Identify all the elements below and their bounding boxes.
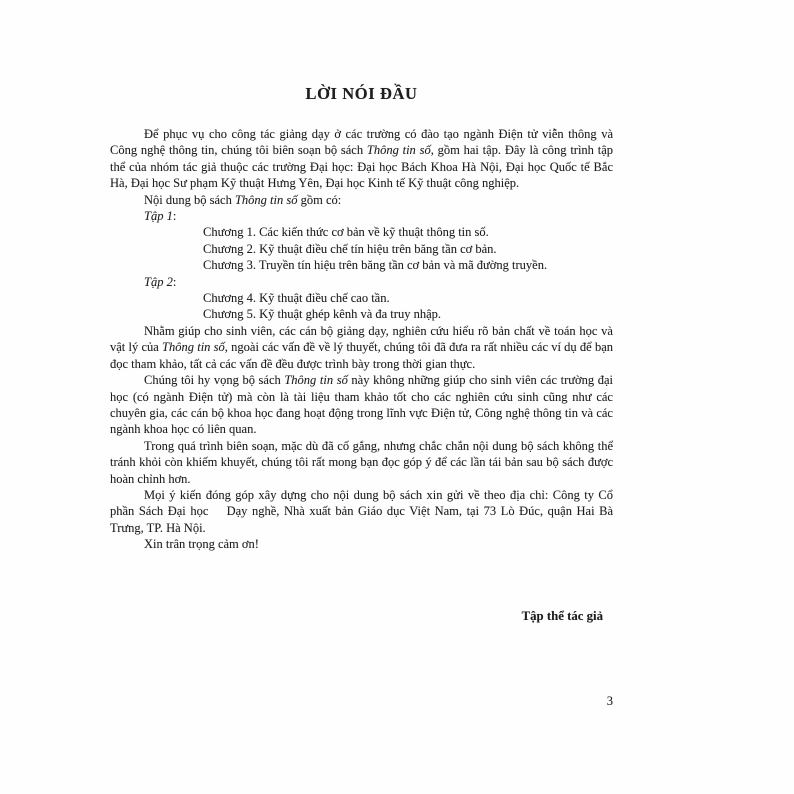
- chapter-item: [110, 290, 613, 306]
- paragraph: [110, 487, 613, 536]
- paragraph: [110, 192, 613, 208]
- italic-text-run: Thông tin số: [284, 373, 348, 388]
- italic-text-run: Thông tin số: [162, 340, 225, 355]
- author-signature: [110, 609, 613, 624]
- text-run: , ngoài các vấn đề về lý thuyết, chúng tôi đã đưa ra rất nhiều các ví dụ để bạn đọc tham khảo, tất cả các vấn đề đều được trình bày trong thời gian thực.: [110, 340, 613, 371]
- page-title: LỜI NÓI ĐẦU: [305, 84, 418, 103]
- text-run: gồm có:: [297, 192, 342, 207]
- text-run: :: [172, 209, 177, 224]
- paragraph: [110, 126, 613, 192]
- italic-text-run: Thông tin số: [366, 143, 431, 158]
- paragraph: [110, 372, 613, 438]
- italic-text-run: Tập 1: [144, 209, 173, 224]
- chapter-item: [110, 306, 613, 322]
- paragraph: [110, 536, 613, 552]
- volume-heading: [110, 274, 613, 290]
- text-run: Chương 3. Truyền tín hiệu trên băng tần cơ bản và mã đường truyền.: [203, 258, 548, 273]
- text-run: Nội dung bộ sách: [144, 192, 235, 207]
- volume-heading: [110, 208, 613, 224]
- text-run: Chương 2. Kỹ thuật điều chế tín hiệu trên băng tần cơ bản.: [203, 241, 497, 256]
- text-run: Chương 5. Kỹ thuật ghép kênh và đa truy nhập.: [203, 307, 441, 322]
- text-run: Chương 4. Kỹ thuật điều chế cao tần.: [203, 291, 390, 306]
- text-block: [110, 126, 613, 553]
- chapter-item: [110, 241, 613, 257]
- text-run: Mọi ý kiến đóng góp xây dựng cho nội dung bộ sách xin gửi về theo địa chỉ: Công ty Cổ phần Sách Đại học Dạy nghề, Nhà xuất bản Giáo dục Việt Nam, tại 73 Lò Đúc, quận Hai Bà Trưng, TP. Hà Nội.: [110, 487, 613, 535]
- text-run: Nhằm giúp cho sinh viên, các cán bộ giảng dạy, nghiên cứu hiểu rõ bản chất về toán học và vật lý của: [110, 323, 613, 355]
- text-run: , gồm hai tập. Đây là công trình tập thể của nhóm tác giả thuộc các trường Đại học: Đại học Bách Khoa Hà Nội, Đại học Quốc tế Bắc Hà, Đại học Sư phạm Kỹ thuật Hưng Yên, Đại học Kinh tế Kỹ thuật công nghiệp.: [110, 143, 613, 191]
- italic-text-run: Tập 2: [144, 274, 173, 289]
- author-signature-label: Tập thể tác giả: [521, 609, 603, 623]
- text-run: Xin trân trọng cảm ơn!: [144, 537, 259, 552]
- text-run: Chúng tôi hy vọng bộ sách: [144, 373, 285, 388]
- paragraph: [110, 323, 613, 372]
- text-run: :: [172, 274, 177, 289]
- page-number: 3: [606, 694, 613, 708]
- text-run: Để phục vụ cho công tác giảng dạy ở các trường có đào tạo ngành Điện tử viễn thông và Công nghệ thông tin, chúng tôi biên soạn bộ sách: [110, 127, 613, 158]
- text-run: này không những giúp cho sinh viên các trường đại học (có ngành Điện tử) mà còn là tài liệu tham khảo tốt cho các nghiên cứu sinh cũng như các chuyên gia, các cán bộ khoa học đang hoạt động trong lĩnh vực Điện tử, Công nghệ thông tin và các ngành khoa học có liên quan.: [110, 373, 613, 437]
- text-run: Chương 1. Các kiến thức cơ bản về kỹ thuật thông tin số.: [203, 225, 489, 240]
- chapter-item: [110, 257, 613, 273]
- paragraph: [110, 438, 613, 487]
- italic-text-run: Thông tin số: [234, 192, 298, 207]
- chapter-item: [110, 224, 613, 240]
- text-run: Trong quá trình biên soạn, mặc dù đã cố gắng, nhưng chắc chắn nội dung bộ sách không thể tránh khỏi còn khiếm khuyết, chúng tôi rất mong bạn đọc góp ý để các lần tái bản sau bộ sách được hoàn chỉnh hơn.: [110, 438, 613, 486]
